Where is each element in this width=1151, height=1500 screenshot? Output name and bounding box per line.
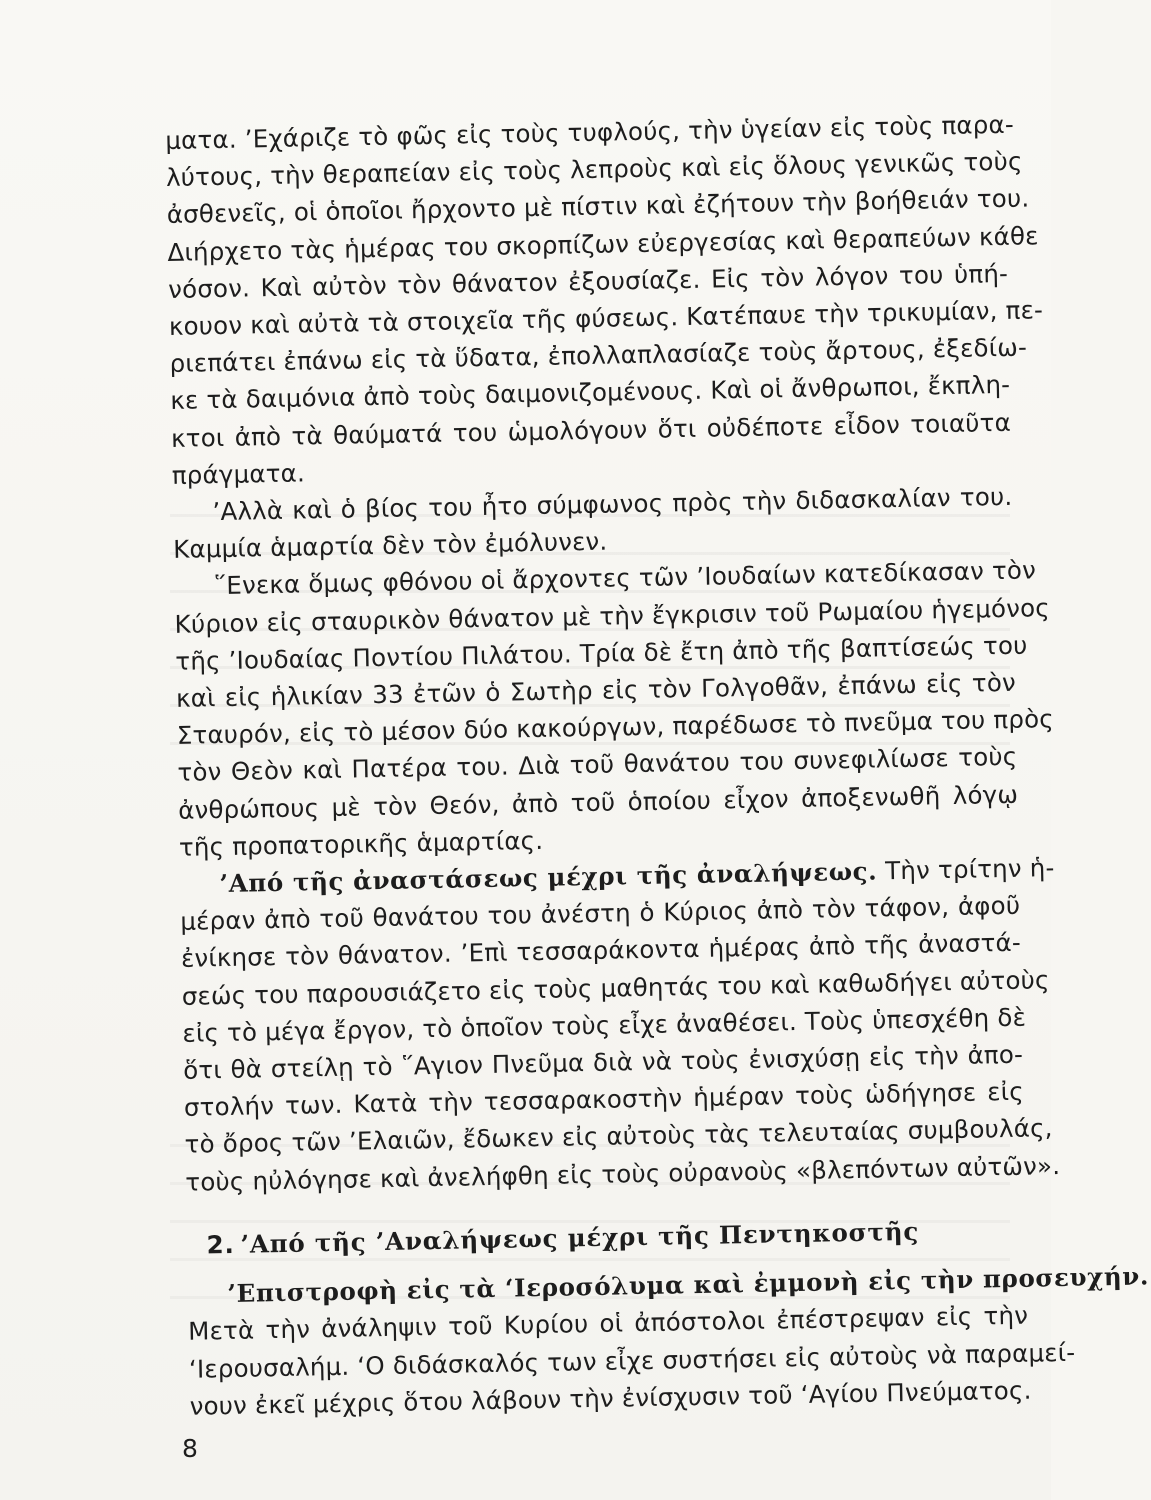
text-line: ἀσθενεῖς, οἱ ὁποῖοι ἤρχοντο μὲ πίστιν καὶ ἐζήτουν τὴν βοήθειάν του. — [166, 183, 1030, 230]
text-line: ῞Ενεκα ὅμως φθόνου οἱ ἄρχοντες τῶν ’Ιουδαίων κατεδίκασαν τὸν — [213, 555, 1037, 601]
text-line: ριεπάτει ἐπάνω εἰς τὰ ὕδατα, ἐπολλαπλασίαζε τοὺς ἄρτους, ἐξεδίω- — [169, 332, 1028, 379]
text-line: μέραν ἀπὸ τοῦ θανάτου του ἀνέστη ὁ Κύριος ἀπὸ τὸν τάφον, ἀφοῦ — [180, 890, 1021, 937]
page-text — [165, 106, 1150, 1425]
text-line: κε τὰ δαιμόνια ἀπὸ τοὺς δαιμονιζομένους. Καὶ οἱ ἄνθρωποι, ἔκπλη- — [170, 370, 1011, 416]
text-line: πράγματα. — [171, 458, 306, 490]
text-line: τῆς ’Ιουδαίας Ποντίου Πιλάτου. Τρία δὲ ἔτη ἀπὸ τῆς βαπτίσεώς του — [175, 630, 1028, 676]
text-line: Μετὰ τὴν ἀνάληψιν τοῦ Κυρίου οἱ ἀπόστολοι ἐπέστρεψαν εἰς τὴν — [187, 1300, 1029, 1347]
section-title: ’Από τῆς ’Αναλήψεως μέχρι τῆς Πεντηκοστῆς — [240, 1216, 920, 1259]
text-line: Καμμία ἁμαρτία δὲν τὸν ἐμόλυνεν. — [172, 526, 608, 565]
text-line: τοὺς ηὐλόγησε καὶ ἀνελήφθη εἰς τοὺς οὐρανοὺς «βλεπόντων αὐτῶν». — [185, 1150, 1061, 1197]
text-line: ἀνθρώπους μὲ τὸν Θεόν, ἀπὸ τοῦ ὁποίου εἶχον ἀποξενωθῆ λόγῳ — [177, 779, 1019, 825]
text-line: καὶ εἰς ἡλικίαν 33 ἐτῶν ὁ Σωτὴρ εἰς τὸν Γολγοθᾶν, ἐπάνω εἰς τὸν — [175, 667, 1017, 713]
paragraph-lead-rest: Τὴν τρίτην ἡ- — [876, 853, 1055, 886]
text-line: τῆς προπατορικῆς ἁμαρτίας. — [178, 825, 544, 862]
section-heading — [206, 1211, 1027, 1264]
text-line: νουν ἐκεῖ μέχρις ὅτου λάβουν τὴν ἐνίσχυσιν τοῦ ‘Αγίου Πνεύματος. — [189, 1375, 1032, 1421]
text-line: ’Αλλὰ καὶ ὁ βίος του ἦτο σύμφωνος πρὸς τὴν διδασκαλίαν του. — [212, 481, 1013, 527]
text-line: σεώς του παρουσιάζετο εἰς τοὺς μαθητάς του καὶ καθωδήγει αὐτοὺς — [181, 964, 1050, 1011]
text-line: εἰς τὸ μέγα ἔργον, τὸ ὁποῖον τοὺς εἶχε ἀναθέσει. Τοὺς ὑπεσχέθη δὲ — [182, 1002, 1027, 1048]
text-line: κουον καὶ αὐτὰ τὰ στοιχεῖα τῆς φύσεως. Κατέπαυε τὴν τρικυμίαν, πε- — [168, 295, 1044, 341]
text-line: κτοι ἀπὸ τὰ θαύματά του ὡμολόγουν ὅτι οὐδέποτε εἶδον τοιαῦτα — [170, 407, 1012, 453]
text-line: ματα. ’Εχάριζε τὸ φῶς εἰς τοὺς τυφλούς, τὴν ὑγείαν εἰς τοὺς παρα- — [165, 109, 1015, 155]
text-line: νόσον. Καὶ αὐτὸν τὸν θάνατον ἐξουσίαζε. Εἰς τὸν λόγον του ὑπή- — [167, 258, 1009, 304]
text-line: στολήν των. Κατὰ τὴν τεσσαρακοστὴν ἡμέραν τοὺς ὡδήγησε εἰς — [183, 1076, 1025, 1123]
page-number: 8 — [182, 1434, 198, 1463]
text-line: ὅτι θὰ στείλῃ τὸ ῞Αγιον Πνεῦμα διὰ νὰ τοὺς ἐνισχύσῃ εἰς τὴν ἀπο- — [182, 1039, 1024, 1085]
paragraph-lead-resurrection: ’Από τῆς ἀναστάσεως μέχρι τῆς ἀναλήψεως. — [219, 856, 878, 899]
text-line: Σταυρόν, εἰς τὸ μέσον δύο κακούργων, παρέδωσε τὸ πνεῦμα του πρὸς — [176, 704, 1055, 751]
text-line: τὸ ὄρος τῶν ’Ελαιῶν, ἔδωκεν εἰς αὐτοὺς τὰς τελευταίας συμβουλάς, — [184, 1113, 1053, 1160]
text-line: ‘Ιερουσαλήμ. ‘Ο διδάσκαλός των εἶχε συστήσει εἰς αὐτοὺς νὰ παραμεί- — [188, 1337, 1076, 1384]
text-line: ἐνίκησε τὸν θάνατον. ’Επὶ τεσσαράκοντα ἡμέρας ἀπὸ τῆς ἀναστά- — [180, 928, 1022, 974]
paragraph-lead-return: ’Επιστροφὴ εἰς τὰ ‘Ιεροσόλυμα καὶ ἐμμονὴ εἰς τὴν προσευχήν. — [227, 1261, 1150, 1309]
text-line: Κύριον εἰς σταυρικὸν θάνατον μὲ τὴν ἔγκρισιν τοῦ Ρωμαίου ἡγεμόνος — [174, 592, 1051, 639]
text-line: Διήρχετο τὰς ἡμέρας του σκορπίζων εὐεργεσίας καὶ θεραπεύων κάθε — [167, 220, 1039, 267]
text-line: λύτους, τὴν θεραπείαν εἰς τοὺς λεπροὺς καὶ εἰς ὅλους γενικῶς τοὺς — [165, 146, 1023, 193]
section-number: 2. — [206, 1229, 235, 1260]
text-line: τὸν Θεὸν καὶ Πατέρα του. Διὰ τοῦ θανάτου του συνεφιλίωσε τοὺς — [177, 742, 1018, 788]
